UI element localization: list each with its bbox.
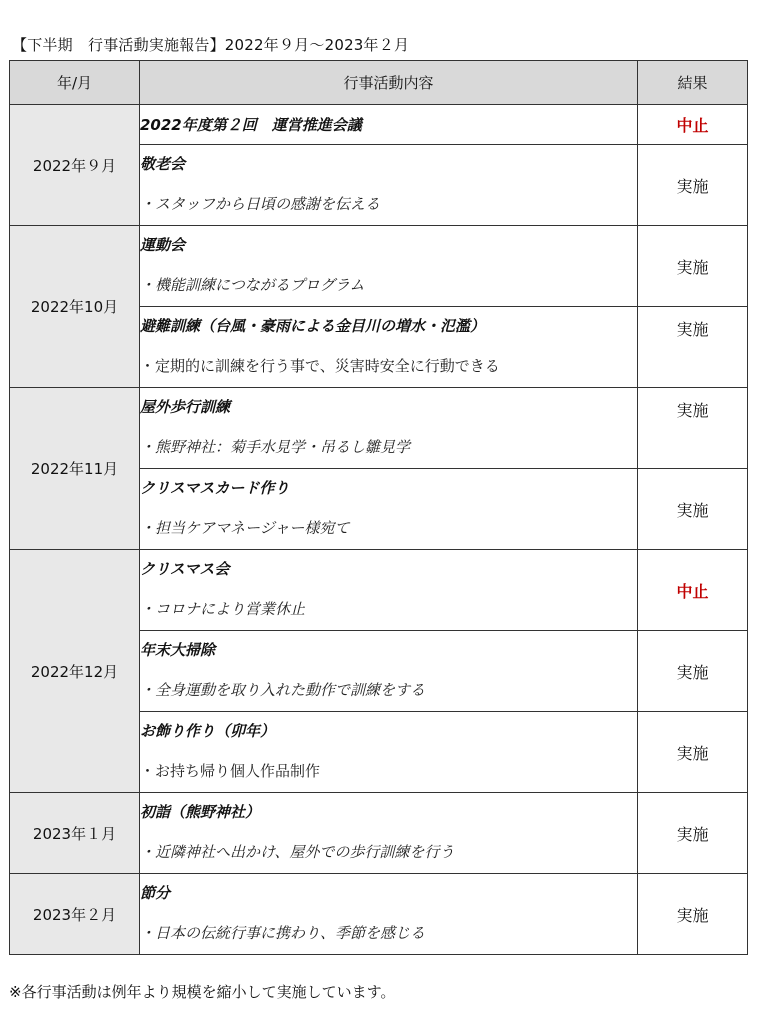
event-title: 節分 [140,884,171,902]
result-cell: 実施 [638,712,748,793]
table-row [10,105,748,145]
table-row [10,793,748,874]
event-detail: ・機能訓練につながるプログラム [140,276,365,294]
report-title: 【下半期 行事活動実施報告】2022年９月～2023年２月 [12,36,410,54]
event-title: 初詣（熊野神社） [140,803,261,821]
event-detail: ・定期的に訓練を行う事で、災害時安全に行動できる [140,357,500,375]
event-cell [140,226,638,307]
event-title: 敬老会 [140,155,186,173]
month-cell: 2022年９月 [10,105,140,226]
result-cell: 実施 [638,874,748,955]
footnote: ※各行事活動は例年より規模を縮小して実施しています。 [9,983,396,1001]
event-detail: ・コロナにより営業休止 [140,600,306,618]
event-detail: ・全身運動を取り入れた動作で訓練をする [140,681,426,699]
month-cell: 2023年２月 [10,874,140,955]
result-cell: 実施 [638,145,748,226]
result-cell: 中止 [638,105,748,145]
event-title: 避難訓練（台風・豪雨による金目川の増水・氾濫） [140,317,486,335]
activity-report-table [9,60,748,955]
month-cell: 2022年11月 [10,388,140,550]
event-detail: ・日本の伝統行事に携わり、季節を感じる [140,924,426,942]
event-title: 2022年度第２回 運営推進会議 [140,115,362,134]
header-result: 結果 [638,61,748,105]
table-row [10,550,748,631]
result-cell: 実施 [638,388,748,469]
event-cell [140,874,638,955]
month-cell: 2022年10月 [10,226,140,388]
result-cell: 中止 [638,550,748,631]
result-cell: 実施 [638,226,748,307]
table-row [10,226,748,307]
month-cell: 2023年１月 [10,793,140,874]
event-cell [140,307,638,388]
event-cell [140,550,638,631]
header-content: 行事活動内容 [140,61,638,105]
event-cell [140,793,638,874]
result-cell: 実施 [638,307,748,388]
event-cell [140,631,638,712]
event-detail: ・担当ケアマネージャー様宛て [140,519,350,537]
event-detail: ・お持ち帰り個人作品制作 [140,762,321,780]
event-cell [140,712,638,793]
event-cell [140,388,638,469]
table-header-row [10,61,748,105]
event-title: 屋外歩行訓練 [140,398,231,416]
event-title: 運動会 [140,236,186,254]
event-title: クリスマス会 [140,560,230,578]
event-detail: ・熊野神社：菊手水見学・吊るし雛見学 [140,438,411,456]
event-detail: ・近隣神社へ出かけ、屋外での歩行訓練を行う [140,843,455,861]
result-cell: 実施 [638,793,748,874]
month-cell: 2022年12月 [10,550,140,793]
table-row [10,874,748,955]
header-month: 年/月 [10,61,140,105]
event-cell [140,469,638,550]
result-cell: 実施 [638,469,748,550]
event-cell [140,145,638,226]
table-row [10,388,748,469]
result-cell: 実施 [638,631,748,712]
event-detail: ・スタッフから日頃の感謝を伝える [140,195,381,213]
event-cell [140,105,638,145]
event-title: お飾り作り（卯年） [140,722,276,740]
event-title: 年末大掃除 [140,641,216,659]
event-title: クリスマスカード作り [140,479,290,497]
